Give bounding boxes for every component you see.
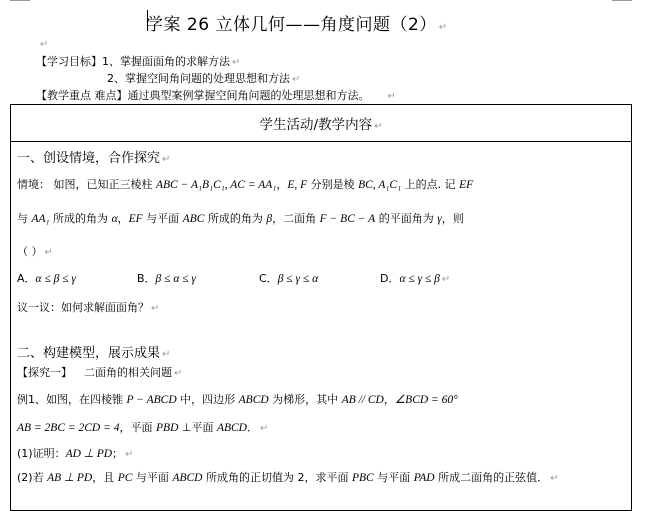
- option-letter: B．: [137, 272, 156, 285]
- math-prism: ABC − A₁B₁C₁, AC = AA₁: [156, 179, 277, 191]
- discussion-text: 议一议：如何求解面面角？: [17, 301, 149, 314]
- page-corner-mark-left: [10, 0, 30, 1]
- example-line-2: [17, 419, 268, 435]
- math-pyramid: P − ABCD: [126, 394, 177, 406]
- blank-text: （ ）: [17, 245, 43, 258]
- table-header-text: 学生活动/教学内容: [259, 117, 373, 133]
- math: AB = 2BC = 2CD = 4: [17, 422, 120, 434]
- section-1-heading-text: 一、创设情境，合作探究: [17, 151, 161, 166]
- explore-title: 二面角的相关问题: [84, 366, 172, 379]
- math: AB // CD: [341, 394, 384, 406]
- text: ；: [112, 447, 124, 460]
- text: 所成角的正切值为 2，求平面: [202, 471, 352, 484]
- paragraph-mark: ↵: [387, 91, 396, 102]
- math: PBD: [156, 422, 179, 434]
- option-expr: β ≤ α ≤ γ: [155, 273, 196, 285]
- option-b[interactable]: [137, 270, 196, 286]
- math-beta: β: [266, 213, 273, 225]
- explore-heading: [17, 364, 182, 380]
- math: PC: [117, 472, 133, 484]
- math-points: E, F: [287, 179, 308, 191]
- math-angle: ∠BCD = 60°: [394, 394, 458, 406]
- math: ABCD: [216, 422, 247, 434]
- page-corner-mark-right: [612, 0, 632, 1]
- math: AD ⊥ PD: [65, 448, 113, 460]
- text: 情境： 如图，已知正三棱柱: [17, 178, 156, 191]
- text: ，且: [92, 471, 118, 484]
- objectives-line-2[interactable]: [107, 70, 300, 86]
- math-edges: BC, A₁C₁: [358, 179, 402, 191]
- text: ，二面角: [272, 212, 320, 225]
- math: EF: [128, 213, 143, 225]
- text: 所成二面角的正弦值．: [434, 471, 549, 484]
- text: (1)证明：: [17, 447, 66, 460]
- math: AB ⊥ PD: [47, 472, 93, 484]
- math: PBC: [351, 472, 374, 484]
- option-expr: α ≤ β ≤ γ: [35, 273, 76, 285]
- math: AA₁: [31, 213, 50, 225]
- math: ABCD: [172, 472, 203, 484]
- question-line-1: [17, 176, 473, 192]
- math: PAD: [413, 472, 435, 484]
- objectives-line-1[interactable]: [36, 53, 240, 69]
- discussion-prompt: [17, 299, 159, 315]
- paragraph-mark: ↵: [151, 303, 160, 314]
- paragraph-mark: ↵: [550, 473, 559, 484]
- section-2-heading: [17, 342, 170, 361]
- paragraph-mark: ↵: [232, 57, 241, 68]
- example-line-1: [17, 391, 458, 407]
- text: ．: [246, 421, 258, 434]
- text: 例1、如图，在四棱锥: [17, 393, 127, 406]
- section-1-heading: [17, 147, 170, 166]
- option-expr: β ≤ γ ≤ α: [277, 273, 319, 285]
- text: 与平面: [142, 212, 183, 225]
- paragraph-mark: ↵: [438, 22, 448, 33]
- math-gamma: γ: [437, 213, 442, 225]
- text: ，: [276, 178, 288, 191]
- text: 与平面: [132, 471, 173, 484]
- page-title[interactable]: [146, 10, 448, 35]
- text: 与平面: [373, 471, 414, 484]
- focus-label: 【教学重点 难点】: [36, 89, 128, 102]
- text: 的平面角为: [375, 212, 438, 225]
- text: ⊥平面: [178, 421, 217, 434]
- part-1: [17, 445, 133, 461]
- paragraph-mark: ↵: [125, 449, 134, 460]
- option-letter: C．: [259, 272, 278, 285]
- paragraph-mark: ↵: [259, 423, 269, 434]
- answer-blank[interactable]: [17, 243, 53, 259]
- part-2: [17, 469, 558, 485]
- paragraph-mark: ↵: [174, 368, 183, 379]
- option-letter: D．: [380, 272, 400, 285]
- objective-item-2: 2、掌握空间角问题的处理思想和方法: [107, 72, 290, 85]
- table-header: [11, 113, 631, 133]
- math-segment: EF: [459, 179, 474, 191]
- objective-item-1: 1、掌握面面角的求解方法: [102, 55, 230, 68]
- explore-label: 【探究一】: [17, 366, 72, 379]
- option-a[interactable]: [17, 270, 76, 286]
- text: 上的点. 记: [401, 178, 460, 191]
- text: 与: [17, 212, 32, 225]
- title-text: 学案 26 立体几何——角度问题（2）: [146, 15, 437, 35]
- math-alpha: α: [111, 213, 118, 225]
- paragraph-mark: ↵: [40, 39, 49, 50]
- focus-line[interactable]: [36, 87, 396, 103]
- paragraph-mark: ↵: [292, 74, 301, 85]
- option-c[interactable]: [259, 270, 318, 286]
- paragraph-mark: ↵: [162, 154, 171, 165]
- option-letter: A．: [17, 272, 36, 285]
- table-header-cell[interactable]: [10, 104, 632, 142]
- text: 所成的角为: [204, 212, 267, 225]
- text: ，: [383, 393, 395, 406]
- question-line-2: [17, 210, 464, 226]
- text: 中，四边形: [176, 393, 239, 406]
- section-2-heading-text: 二、构建模型，展示成果: [17, 346, 161, 361]
- text: ，平面: [119, 421, 157, 434]
- paragraph-mark: ↵: [162, 349, 171, 360]
- paragraph-mark: ↵: [44, 247, 53, 258]
- paragraph-mark: ↵: [441, 274, 451, 285]
- objectives-label: 【学习目标】: [36, 55, 102, 68]
- math: F − BC − A: [319, 213, 376, 225]
- math: ABC: [182, 213, 205, 225]
- option-d[interactable]: [380, 270, 450, 286]
- text: ，: [117, 212, 129, 225]
- text: 所成的角为: [49, 212, 112, 225]
- math: ABCD: [238, 394, 269, 406]
- option-expr: α ≤ γ ≤ β: [399, 273, 440, 285]
- text: (2)若: [17, 471, 48, 484]
- text: 分别是棱: [307, 178, 359, 191]
- text: 为梯形，其中: [268, 393, 342, 406]
- paragraph-mark: ↵: [374, 121, 383, 132]
- focus-text: 通过典型案例掌握空间角问题的处理思想和方法。: [127, 89, 370, 102]
- text: ，则: [441, 212, 464, 225]
